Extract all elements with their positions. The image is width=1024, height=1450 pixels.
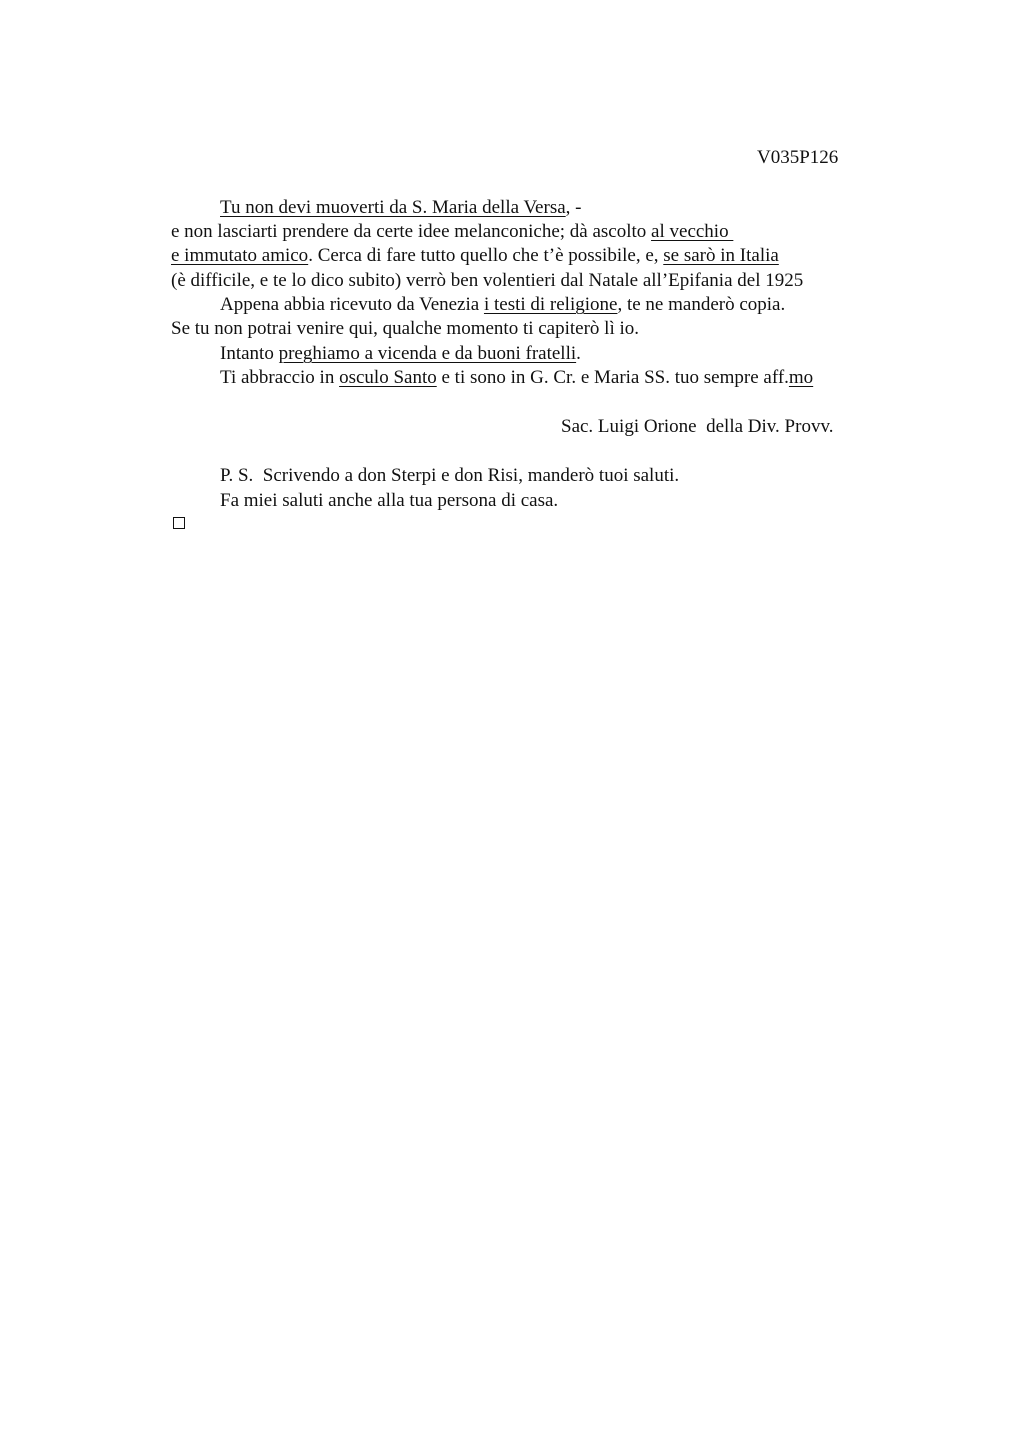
text-segment: Se tu non potrai venire qui, qualche momento ti capiterò lì io.	[171, 318, 640, 339]
text-segment: .	[576, 343, 581, 364]
letter-line-5	[220, 293, 785, 317]
signature: Sac. Luigi Orione della Div. Provv.	[561, 416, 834, 437]
underlined-phrase: i testi di religione	[483, 294, 618, 315]
text-segment: (è difficile, e te lo dico subito) verrò ben volentieri dal Natale all’Epifania del 1925	[171, 270, 804, 291]
end-mark-box-icon	[173, 517, 185, 529]
letter-line-2	[171, 220, 733, 244]
text-segment: Ti abbraccio in	[220, 367, 340, 388]
underlined-phrase: e immutato amico	[171, 245, 309, 266]
text-segment: , -	[565, 197, 582, 218]
letter-line-4	[171, 269, 803, 293]
letter-line-3	[171, 244, 779, 268]
text-segment: e ti sono in G. Cr. e Maria SS. tuo sempre aff.	[436, 367, 789, 388]
text-segment: , te ne manderò copia.	[617, 294, 786, 315]
document-reference-code: V035P126	[757, 147, 839, 168]
underlined-phrase: preghiamo a vicenda e da buoni fratelli	[278, 343, 577, 364]
underlined-phrase: se sarò in Italia	[663, 245, 779, 266]
letter-line-6	[171, 317, 639, 341]
underlined-phrase: al vecchio	[651, 221, 734, 242]
underlined-phrase: osculo Santo	[339, 367, 437, 388]
letter-line-8	[220, 366, 813, 390]
letter-line-7	[220, 342, 581, 366]
text-segment: e non lasciarti prendere da certe idee melanconiche; dà ascolto	[171, 221, 652, 242]
text-segment: Appena abbia ricevuto da Venezia	[220, 294, 484, 315]
postscript-line-2: Fa miei saluti anche alla tua persona di casa.	[220, 490, 559, 511]
letter-line-1	[220, 196, 581, 220]
text-segment: Intanto	[220, 343, 279, 364]
underlined-phrase: Tu non devi muoverti da S. Maria della Versa	[220, 197, 566, 218]
underlined-phrase: mo	[788, 367, 814, 388]
postscript-line-1: P. S. Scrivendo a don Sterpi e don Risi, manderò tuoi saluti.	[220, 465, 680, 486]
text-segment: . Cerca di fare tutto quello che t’è possibile, e,	[308, 245, 664, 266]
